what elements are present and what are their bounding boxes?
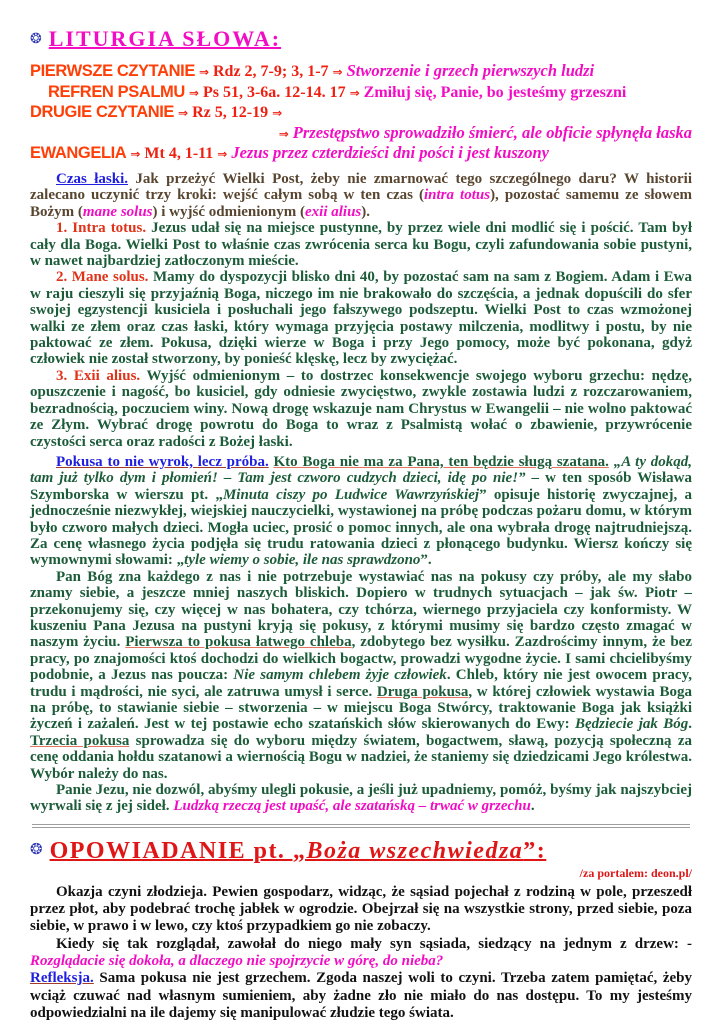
text-segment: ) i wyjść odmienionym ( — [152, 203, 306, 220]
paragraph-lead: 2. Mane solus. — [56, 269, 149, 286]
section-divider — [32, 824, 690, 828]
reading-line-refren-psalmu — [30, 83, 692, 104]
arrow-icon: ⇒ — [130, 146, 141, 161]
paragraph-intra-totus — [30, 220, 692, 269]
paragraph-lead: Czas łaski. — [56, 171, 129, 187]
paragraph-lead: Pokusa to nie wyrok, lecz próba. — [56, 453, 269, 470]
paragraph-modlitwa — [30, 782, 692, 815]
opowiadanie-title — [50, 838, 547, 864]
story-name: Boża wszechwiedza — [306, 837, 524, 864]
liturgia-title: LITURGIA SŁOWA: — [48, 26, 282, 51]
flower-cross-icon: ❂ — [30, 839, 43, 858]
arrow-icon: ⇒ — [198, 65, 209, 79]
reading-line-ewangelia — [30, 143, 692, 165]
scripture-reference: Mt 4, 1-11 — [144, 144, 214, 162]
scripture-quote: Będziecie jak Bóg — [575, 716, 689, 733]
latin-term: mane solus — [82, 203, 153, 220]
underlined-phrase: Pierwsza to pokusa łatwego chleba — [125, 634, 352, 651]
aphorism: Ludzką rzeczą jest upaść, ale szatańską – trwać w grzechu — [173, 798, 531, 815]
readings-block — [30, 61, 692, 164]
latin-term: intra totus — [424, 187, 491, 204]
text-segment: ), pozostać samemu ze słowem Bożym ( — [30, 187, 693, 220]
article-body — [30, 171, 692, 815]
source-credit: /za portalem: deon.pl/ — [579, 865, 692, 880]
text-segment: ” opisuje historię zwyczajnej, a jednocześnie niezwykłej, wiejskiej nauczycielki, wystawionej na próbę podczas pożaru domu, w którym było czworo małych dzieci. Mogła uciec, prosić o pomoc innych, ale ona wybrała drogę najtrudniejszą. Za cenę własnego życia podjęła się trudu ratowania dzieci z płonącego budynku. Wiersz kończy się wymownymi słowami: „ — [30, 486, 692, 569]
text-segment: sprowadza się do wyboru między światem, bogactwem, sławą, pozycją społeczną za cenę oddania hołdu szatanowi a wiernością Bogu w nadziei, że staniemy się dziedzicami Jego królestwa. Wybór należy do nas. — [30, 732, 692, 782]
arrow-icon: ⇒ — [178, 106, 189, 120]
paragraph-pokusa — [30, 454, 692, 569]
poem-quote: „A ty dokąd, tam już tylko dym i płomień! – Tam jest czworo cudzych dzieci, idę po nie!” – — [30, 453, 692, 487]
reading-label: EWANGELIA — [30, 143, 127, 162]
reading-label: REFREN PSALMU — [48, 82, 185, 101]
boy-quote: Rozglądacie się dokoła, a dlaczego nie spojrzycie w górę, do nieba? — [30, 953, 444, 970]
paragraph-lead: 1. Intra totus. — [56, 220, 147, 237]
paragraph-refleksja — [30, 970, 692, 1022]
underlined-phrase: Trzecia pokusa — [30, 732, 130, 749]
arrow-icon: ⇒ — [188, 85, 199, 100]
text-segment: Okazja czyni złodzieja. Pewien gospodarz, widząc, że sąsiad pojechał z rodziną w pole, przeszedł przez płot, aby podebrać trochę jabłek w ogrodzie. Obejrzał się na wszystkie strony, przed siebie, poza siebie, w prawo i w lewo, czy ktoś przypadkiem go nie zobaczy. — [30, 883, 692, 935]
underlined-phrase: Druga pokusa — [376, 683, 469, 700]
text-segment: ”. — [420, 552, 432, 569]
title-suffix: ”: — [523, 837, 547, 864]
paragraph-lead: 3. Exii alius. — [56, 367, 141, 384]
reading-line-drugie-czytanie — [30, 103, 692, 124]
arrow-icon: ⇒ — [349, 85, 360, 100]
opowiadanie-heading — [30, 838, 692, 865]
arrow-icon: ⇒ — [272, 106, 283, 120]
poem-title: Minuta ciszy po Ludwice Wawrzyńskiej — [222, 486, 480, 503]
text-segment: Jezus udał się na miejsce pustynne, by przez wiele dni modlić się i pościć. Tam był cały dla Boga. Wielki Post to właśnie czas zwrócenia serca ku Bogu, czyli zafundowania sobie pustyni, w nawet najbardziej zatłoczonym mieście. — [30, 220, 693, 270]
scripture-reference: Rz 5, 12-19 — [192, 104, 269, 121]
paragraph-mane-solus — [30, 269, 692, 367]
paragraph-pan-bog — [30, 569, 692, 782]
text-segment: Wyjść odmienionym – to dostrzec konsekwencje swojego wyboru grzechu: nędzę, opuszczenie i nagość, bo kusiciel, gdy odniesie zwycięstwo, zwykle zostawia ludzi z rozczarowaniem, bezradnością, poczuciem winy. Nową drogę wskazuje nam Chrystus w Ewangelii – nie wolno paktować ze Złym. Wybrać drogę powrotu do Boga to wraz z Psalmistą wołać o zbawienie, przywrócenie czystości serca oraz radości z Bożej łaski. — [30, 367, 692, 450]
reading-description: Jezus przez czterdzieści dni pości i jest kuszony — [231, 142, 549, 162]
text-segment: . — [688, 716, 693, 733]
text-segment: , zdobytego bez wysiłku. Zazdrościmy innym, że bez pracy, po znajomości ktoś dochodzi do wielkich bogactw, prowadzi wygodne życie. I sami chcielibyśmy podobnie, a Jezus nas poucza: — [30, 634, 692, 684]
liturgia-heading — [30, 26, 692, 52]
text-segment: ). — [361, 203, 371, 220]
text-segment: Pan Bóg zna każdego z nas i nie potrzebuje wystawiać nas na pokusy czy próby, ale my słabo znamy siebie, a jeszcze mniej naszych bliskich. Dopiero w trudnych sytuacjach – jak św. Piotr – przekonujemy się, czy więcej w nas bohatera, czy tchórza, wiernego przyjaciela czy konformisty. W kuszeniu Pana Jezusa na pustyni kryją się pokusy, z którymi musimy się bardzo często zmagać w naszym życiu. — [30, 568, 692, 651]
flower-cross-icon: ❂ — [30, 31, 42, 47]
reading-label: PIERWSZE CZYTANIE — [30, 62, 195, 80]
reading-description: Zmiłuj się, Panie, bo jesteśmy grzeszni — [363, 83, 627, 101]
underlined-sentence: Kto Boga nie ma za Pana, ten będzie sługą szatana. — [273, 453, 609, 470]
paragraph-okazja — [30, 884, 692, 936]
scripture-reference: Ps 51, 3-6a. 12-14. 17 — [202, 83, 346, 101]
reading-description: Stworzenie i grzech pierwszych ludzi — [346, 61, 595, 80]
arrow-icon: ⇒ — [217, 146, 228, 161]
paragraph-exii-alius — [30, 368, 692, 450]
arrow-icon: ⇒ — [332, 65, 343, 79]
poem-quote: tyle wiemy o sobie, ile nas sprawdzono — [184, 552, 421, 569]
paragraph-lead: Refleksja. — [30, 970, 94, 987]
text-segment: Sama pokusa nie jest grzechem. Zgoda naszej woli to czyni. Trzeba zatem pamiętać, żeby wciąż czuwać nad własnym sumieniem, aby żadne zło nie miało do nas dostępu. To my jesteśmy odpowiedzialni na ile dajemy się manipulować złudzie tego świata. — [30, 970, 692, 1021]
arrow-icon: ⇒ — [278, 126, 289, 141]
paragraph-kiedy — [30, 936, 692, 971]
text-segment: Jak przeżyć Wielki Post, żeby nie zmarnować tego szczególnego daru? W historii zalecano uczynić trzy kroki: wejść całym sobą w ten czas ( — [30, 171, 693, 204]
text-segment: . Chleb, który nie jest owocem pracy, trudu i mądrości, nie syci, ale zatruwa umysł i serce. — [30, 667, 693, 700]
reading-line-drugie-czytanie-opis — [30, 124, 692, 143]
story-section — [30, 838, 692, 1022]
text-segment: w ten sposób Wisława Szymborska w wierszu pt. „ — [30, 470, 692, 503]
scripture-quote: Nie samym chlebem żyje człowiek — [233, 667, 447, 684]
text-segment: Kiedy się tak rozglądał, zawołał do niego mały syn sąsiada, siedzący na jednym z drzew: - — [56, 935, 692, 952]
reading-description: Przestępstwo sprowadziło śmierć, ale obficie spłynęła łaska — [292, 122, 692, 142]
text-segment: . — [530, 798, 535, 815]
text-segment: Mamy do dyspozycji blisko dni 40, by pozostać sam na sam z Bogiem. Adam i Ewa w raju cieszyli się przyjaźnią Boga, niczego im nie brakowało do szczęścia, a jednak dopuścili do sfer swojej egzystencji kusiciela i posłuchali jego fałszywego podszeptu. Wielki Post to czas wzmożonej walki ze złem oraz czas łaski, który wymaga przyjęcia postawy milczenia, modlitwy i postu, by nie paktować ze złem. Pokusa, dzięki wierze w Boga i przy Jego pomocy, może być pokonana, gdyż człowiek nie został stworzony, by ponieść klęskę, lecz by zwyciężać. — [30, 269, 693, 368]
latin-term: exii alius — [305, 203, 362, 220]
reading-label: DRUGIE CZYTANIE — [30, 103, 175, 121]
scripture-reference: Rdz 2, 7-9; 3, 1-7 — [213, 63, 329, 80]
paragraph-czas-laski — [30, 171, 692, 220]
text-segment: , w której człowiek wystawia Boga na próbę, to stawianie siebie – stworzenia – w miejscu Boga Stwórcy, traktowanie Boga jak książki życzeń i zażaleń. Jest w tej postawie echo szatańskich słów skierowanych do Ewy: — [30, 683, 692, 733]
reading-line-pierwsze-czytanie — [30, 61, 692, 83]
title-prefix: OPOWIADANIE pt. „ — [49, 837, 307, 864]
text-segment: Panie Jezu, nie dozwól, abyśmy ulegli pokusie, a jeśli już upadniemy, pomóż, byśmy jak najszybciej wyrwali się z jej sideł. — [30, 782, 692, 815]
